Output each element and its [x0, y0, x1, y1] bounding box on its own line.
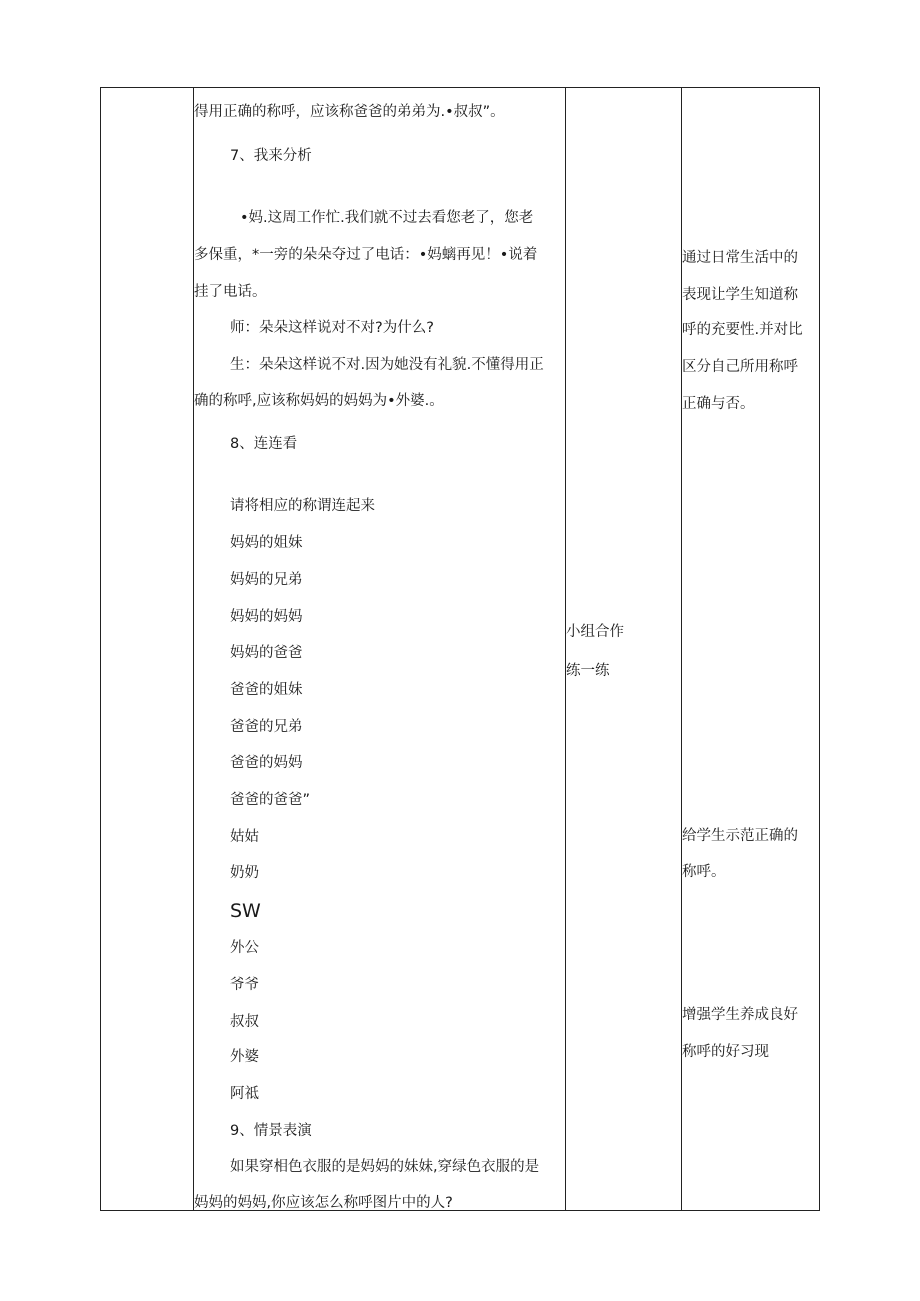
list-item: 妈妈的爸爸 [230, 645, 303, 661]
list-item: 阿祗 [230, 1086, 259, 1102]
purpose-text: 增强学生养成良好 [682, 1007, 798, 1023]
purpose-text: 称呼。 [682, 864, 726, 880]
purpose-text: 给学生示范正确的 [682, 828, 798, 844]
list-item: 叔叔 [230, 1014, 259, 1030]
section-heading: 8、连连看 [230, 436, 298, 452]
content-line: 如果穿相色衣服的是妈妈的妹妹,穿绿色衣服的是 [230, 1159, 540, 1175]
purpose-text: 表现让学生知道称 [682, 287, 798, 303]
purpose-text: 呼的充要性.并对比 [682, 322, 803, 338]
activity-text: 练一练 [566, 663, 610, 679]
purpose-text: 区分自己所用称呼 [682, 359, 798, 375]
activity-text: 小组合作 [566, 624, 624, 640]
list-item: 爸爸的爸爸” [230, 792, 311, 808]
list-item: 爸爸的兄弟 [230, 719, 303, 735]
content-line: 生：朵朵这样说不对.因为她没有礼貌.不懂得用正 [230, 357, 544, 373]
list-item: 爸爸的姐妹 [230, 682, 303, 698]
list-item: 外婆 [230, 1049, 259, 1065]
section-heading: 9、情景表演 [230, 1123, 312, 1139]
purpose-text: 通过日常生活中的 [682, 250, 798, 266]
list-item: 外公 [230, 940, 259, 956]
list-item: 妈妈的妈妈 [230, 609, 303, 625]
list-item: 爸爸的妈妈 [230, 755, 303, 771]
content-line: •妈.这周工作忙.我们就不过去看您老了，您老 [240, 210, 534, 226]
column-divider-2 [565, 88, 566, 1210]
content-line: 多保重，*一旁的朵朵夺过了电话：•妈螭再见！•说着 [194, 247, 538, 263]
list-item: 姑姑 [230, 829, 259, 845]
list-item: 妈妈的兄弟 [230, 572, 303, 588]
content-line: 挂了电话。 [194, 284, 267, 300]
content-line: 妈妈的妈妈,你应该怎么称呼图片中的人? [194, 1195, 453, 1211]
list-item: SW [230, 900, 261, 922]
list-item: 奶奶 [230, 865, 259, 881]
content-line: 请将相应的称谓连起来 [230, 498, 375, 514]
list-item: 爷爷 [230, 977, 259, 993]
content-line: 得用正确的称呼，应该称爸爸的弟弟为.•叔叔”。 [194, 104, 505, 120]
purpose-text: 正确与否。 [682, 396, 755, 412]
content-line: 师：朵朵这样说对不对?为什么? [230, 320, 434, 336]
list-item: 妈妈的姐妹 [230, 535, 303, 551]
content-line: 确的称呼,应该称妈妈的妈妈为•外婆.。 [194, 393, 444, 409]
section-heading: 7、我来分析 [230, 148, 312, 164]
purpose-text: 称呼的好习现 [682, 1044, 769, 1060]
